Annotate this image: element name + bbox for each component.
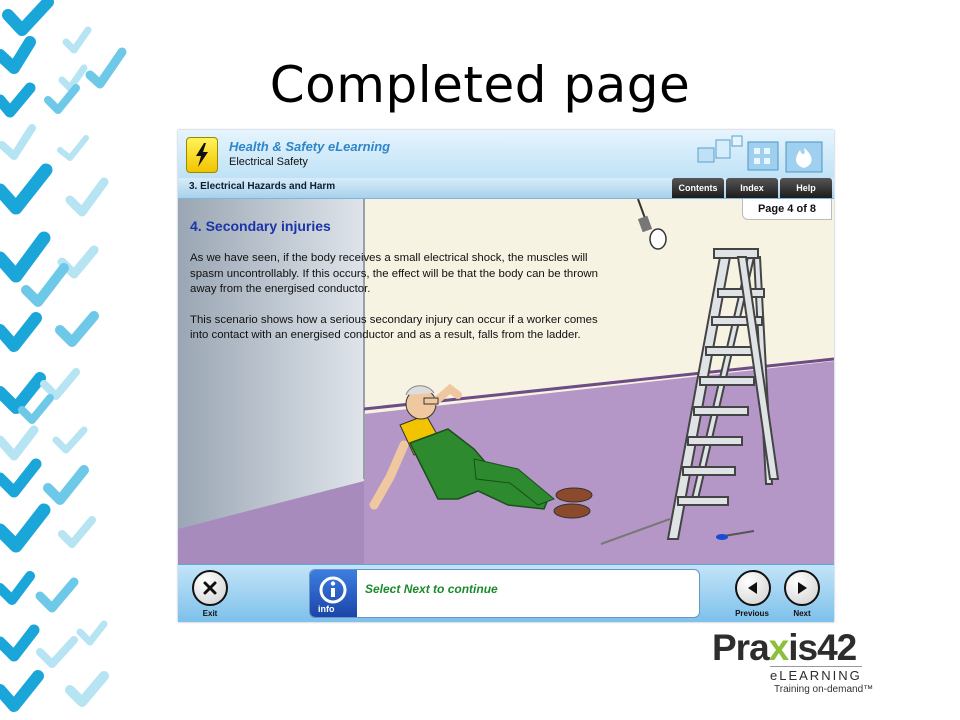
brand-name (712, 627, 856, 669)
elearning-window (178, 130, 834, 622)
nav-tabs (670, 178, 832, 198)
lightning-logo-icon (186, 137, 218, 173)
content-panel (190, 218, 615, 359)
app-header (178, 130, 834, 179)
tab-contents[interactable]: Contents (672, 178, 724, 198)
info-message: Select Next to continue (365, 582, 498, 596)
next-label: Next (793, 609, 811, 618)
info-button[interactable] (310, 570, 357, 617)
previous-button[interactable] (735, 570, 771, 606)
course-title: Electrical Safety (229, 156, 308, 168)
praxis42-logo (712, 627, 892, 699)
arrow-left-icon (745, 580, 761, 596)
slide-title: Completed page (269, 56, 691, 114)
brand-name-part2: is42 (788, 627, 857, 668)
brand-name-x: x (768, 627, 789, 668)
next-button[interactable] (784, 570, 820, 606)
previous-label: Previous (735, 609, 769, 618)
content-heading: 4. Secondary injuries (190, 218, 331, 234)
info-label: info (318, 604, 335, 614)
content-paragraph-2: This scenario shows how a serious secondary injury can occur if a worker comes into contact with an energised conductor and as a result, falls from the ladder. (190, 313, 598, 341)
close-icon (202, 580, 218, 596)
tab-index[interactable]: Index (726, 178, 778, 198)
app-title: Health & Safety eLearning (229, 139, 391, 154)
section-title: 3. Electrical Hazards and Harm (189, 181, 336, 192)
brand-name-part1: Pra (712, 627, 769, 668)
page-indicator: Page 4 of 8 (742, 199, 832, 220)
bottom-nav-bar (178, 564, 834, 622)
content-paragraph-1: As we have seen, if the body receives a small electrical shock, the muscles will spasm uncontrollably. If this occurs, the effect will be that the body can be thrown away from the energised conductor. (190, 252, 598, 295)
tab-help[interactable]: Help (780, 178, 832, 198)
exit-button[interactable] (192, 570, 228, 606)
exit-label: Exit (202, 609, 218, 618)
brand-tagline: Training on-demand™ (774, 684, 874, 695)
brand-subtitle: eLEARNING (770, 668, 862, 683)
info-message-box (309, 569, 700, 618)
safety-topics-icon (692, 134, 828, 174)
arrow-right-icon (794, 580, 810, 596)
